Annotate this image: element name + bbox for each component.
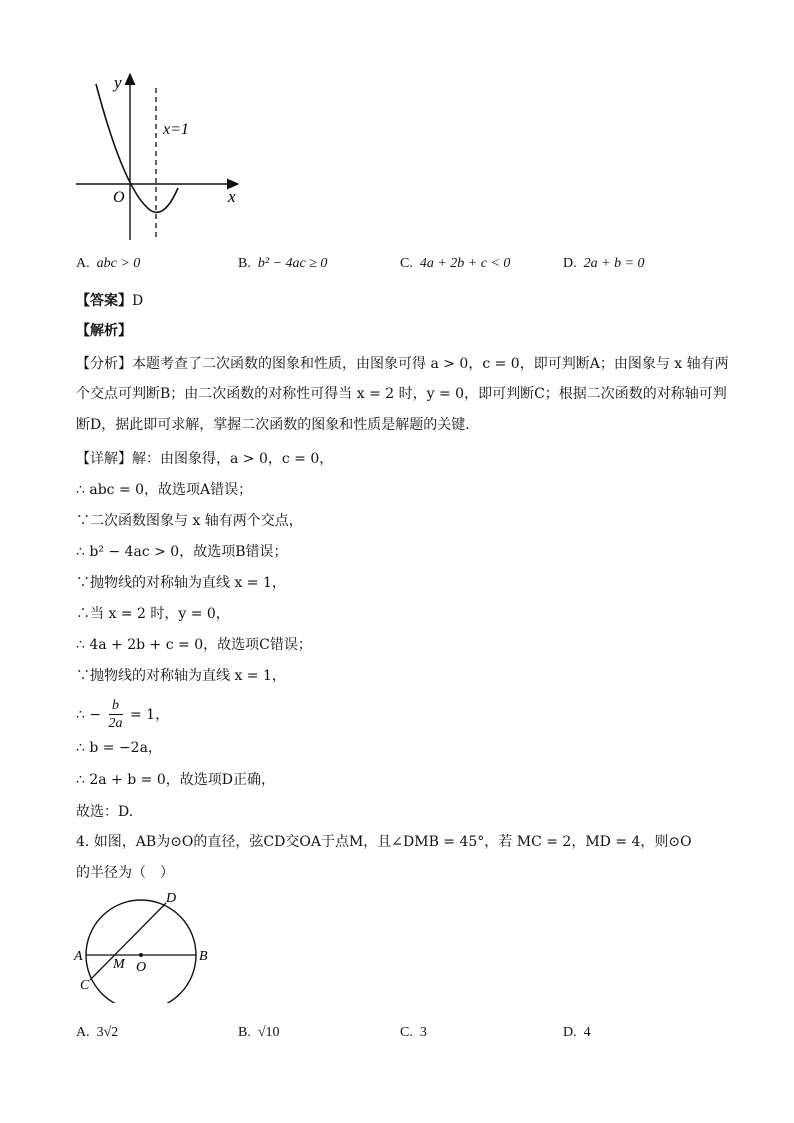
q3-option-c[interactable]: C. 4a + 2b + c < 0 (400, 256, 511, 271)
detail-line-12: 故选：D. (76, 804, 134, 820)
fenxi-line-3: 断D，据此即可求解，掌握二次函数的图象和性质是解题的关键. (76, 417, 470, 433)
detail-line-3: ∵二次函数图象与 x 轴有两个交点， (76, 513, 303, 529)
fraction-numerator: b (109, 697, 123, 715)
detail-line-5: ∵抛物线的对称轴为直线 x = 1， (76, 575, 286, 591)
x-axis-label: x (228, 187, 236, 206)
parabola-curve (96, 84, 178, 212)
detail-line-2: ∴ abc = 0，故选项A错误； (76, 482, 253, 498)
fraction (109, 697, 123, 733)
q4-option-c[interactable]: C. 3 (400, 1025, 427, 1040)
answer-tag: 【答案】 (76, 293, 132, 309)
q4-option-d[interactable]: D. 4 (563, 1025, 591, 1040)
circle-figure (70, 888, 220, 1003)
y-axis-label: y (114, 73, 122, 92)
detail-line-9: ∴ − $\frac{b}{2a}$ = 1， (76, 698, 170, 731)
detail-line-4: ∴ b² − 4ac > 0，故选项B错误； (76, 544, 288, 560)
q3-option-d[interactable]: D. 2a + b = 0 (563, 256, 645, 271)
detail-line-10: ∴ b = −2a， (76, 740, 162, 756)
fenxi-line-1: 【分析】本题考查了二次函数的图象和性质，由图象可得 a > 0，c = 0，即可判断A；由图象与 x 轴有两 (76, 356, 729, 372)
answer-line (76, 291, 143, 311)
symmetry-axis-label: x=1 (163, 121, 189, 138)
detail-line-8: ∵抛物线的对称轴为直线 x = 1， (76, 668, 286, 684)
fraction-denominator: 2a (108, 716, 123, 731)
detail-line-11: ∴ 2a + b = 0，故选项D正确， (76, 772, 275, 788)
q4-line-1: 4. 如图，AB为⊙O的直径，弦CD交OA于点M，且∠DMB = 45°，若 MC = 2，MD = 4，则⊙O (76, 834, 692, 850)
analysis-tag: 【解析】 (76, 323, 132, 339)
fenxi-line-2: 个交点可判断B；由二次函数的对称性可得当 x = 2 时，y = 0，即可判断C；根据二次函数的对称轴可判 (76, 386, 727, 402)
label-m: M (113, 957, 125, 972)
chord-cd (90, 903, 166, 980)
q4-option-a[interactable]: A. 3√2 (76, 1025, 119, 1040)
detail-line-6: ∴当 x = 2 时，y = 0， (76, 606, 230, 622)
q3-option-a[interactable]: A. abc > 0 (76, 256, 141, 271)
q4-line-2: 的半径为（ ） (76, 865, 174, 881)
answer-value: D (132, 293, 144, 309)
q4-option-b[interactable]: B. √10 (238, 1025, 280, 1040)
detail-line-1: 【详解】解：由图象得，a > 0，c = 0， (76, 451, 334, 467)
origin-label: O (113, 189, 125, 206)
parabola-graph (70, 70, 250, 245)
circle-o (86, 900, 196, 1003)
detail-line-7: ∴ 4a + 2b + c = 0，故选项C错误； (76, 637, 312, 653)
center-dot (139, 953, 143, 957)
q3-option-b[interactable]: B. b² − 4ac ≥ 0 (238, 256, 328, 271)
label-o: O (136, 960, 147, 975)
label-c: C (80, 978, 90, 993)
label-a: A (74, 949, 83, 964)
label-d: D (166, 891, 177, 906)
label-b: B (199, 949, 208, 964)
